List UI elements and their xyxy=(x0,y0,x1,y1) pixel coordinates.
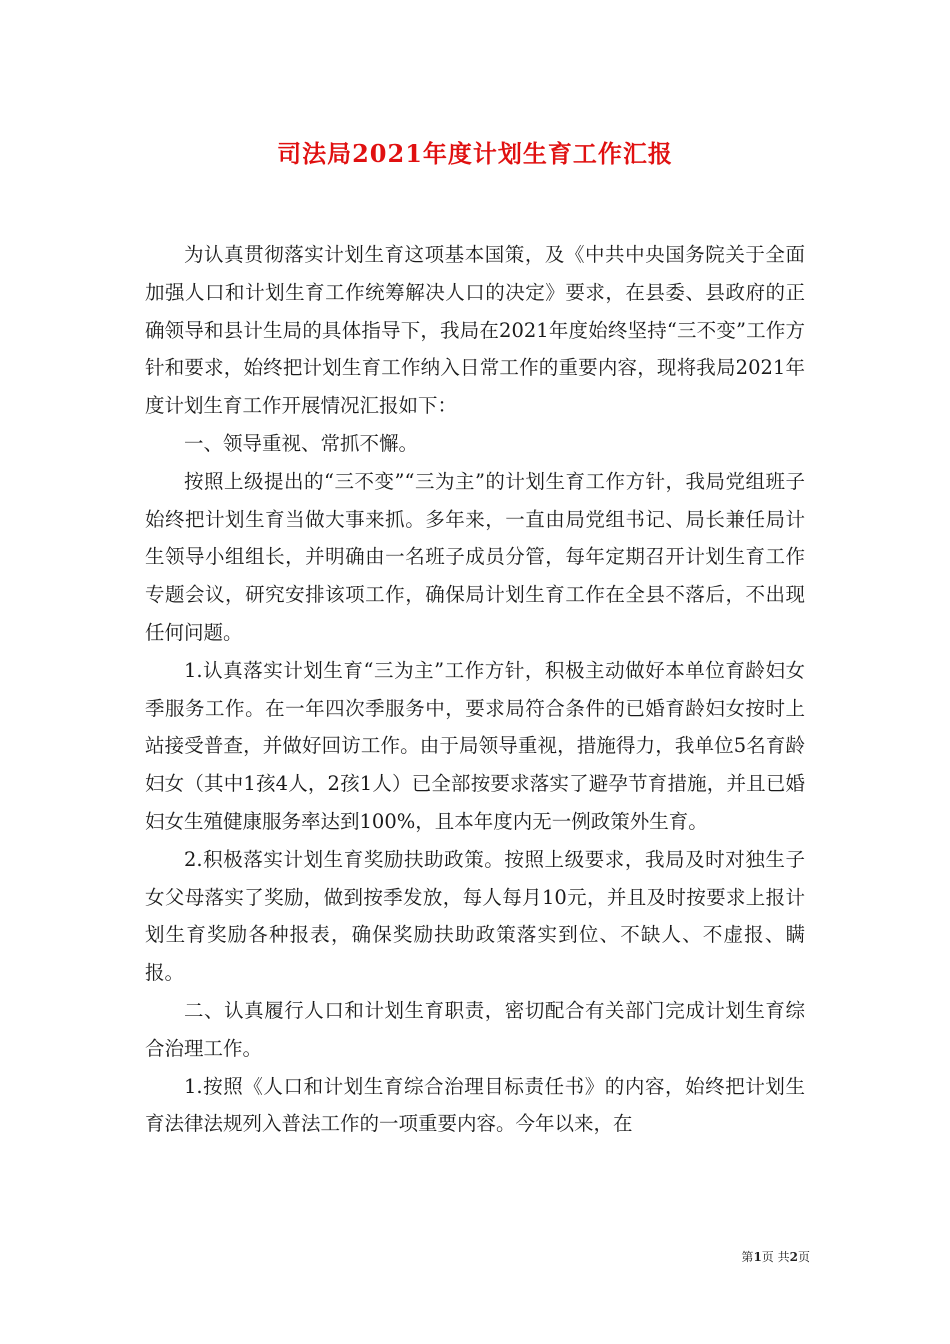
document-title: 司法局2021年度计划生育工作汇报 xyxy=(277,139,673,168)
paragraph-item-1-1: 1.认真落实计划生育“三为主”工作方针，积极主动做好本单位育龄妇女季服务工作。在一年四次季服务中，要求局符合条件的已婚育龄妇女按时上站接受普查，并做好回访工作。由于局领导重视，措施得力，我单位5名育龄妇女（其中1孩4人，2孩1人）已全部按要求落实了避孕节育措施，并且已婚妇女生殖健康服务率达到100%，且本年度内无一例政策外生育。 xyxy=(145,658,805,833)
footer-middle: 页 共 xyxy=(761,1250,790,1264)
paragraph-item-1-2: 2.积极落实计划生育奖励扶助政策。按照上级要求，我局及时对独生子女父母落实了奖励，做到按季发放，每人每月10元，并且及时按要求上报计划生育奖励各种报表，确保奖励扶助政策落实到位、不缺人、不虚报、瞒报。 xyxy=(145,847,805,985)
page-footer xyxy=(741,1248,810,1265)
footer-total-pages: 2 xyxy=(789,1250,798,1264)
paragraph-section-1-heading: 一、领导重视、常抓不懈。 xyxy=(184,431,419,455)
paragraph-item-2-1: 1.按照《人口和计划生育综合治理目标责任书》的内容，始终把计划生育法律法规列入普法工作的一项重要内容。今年以来，在 xyxy=(145,1074,805,1136)
paragraph-section-2-heading: 二、认真履行人口和计划生育职责，密切配合有关部门完成计划生育综合治理工作。 xyxy=(145,998,805,1060)
paragraph-section-1-body: 按照上级提出的“三不变”“三为主”的计划生育工作方针，我局党组班子始终把计划生育当做大事来抓。多年来，一直由局党组书记、局长兼任局计生领导小组组长，并明确由一名班子成员分管，每年定期召开计划生育工作专题会议，研究安排该项工作，确保局计划生育工作在全县不落后，不出现任何问题。 xyxy=(145,469,805,644)
footer-prefix: 第 xyxy=(741,1250,754,1264)
footer-current-page: 1 xyxy=(753,1250,762,1264)
document-body xyxy=(145,236,805,1143)
paragraph-intro: 为认真贯彻落实计划生育这项基本国策，及《中共中央国务院关于全面加强人口和计划生育工作统筹解决人口的决定》要求，在县委、县政府的正确领导和县计生局的具体指导下，我局在2021年度始终坚持“三不变”工作方针和要求，始终把计划生育工作纳入日常工作的重要内容，现将我局2021年度计划生育工作开展情况汇报如下： xyxy=(145,243,805,418)
footer-suffix: 页 xyxy=(797,1250,810,1264)
